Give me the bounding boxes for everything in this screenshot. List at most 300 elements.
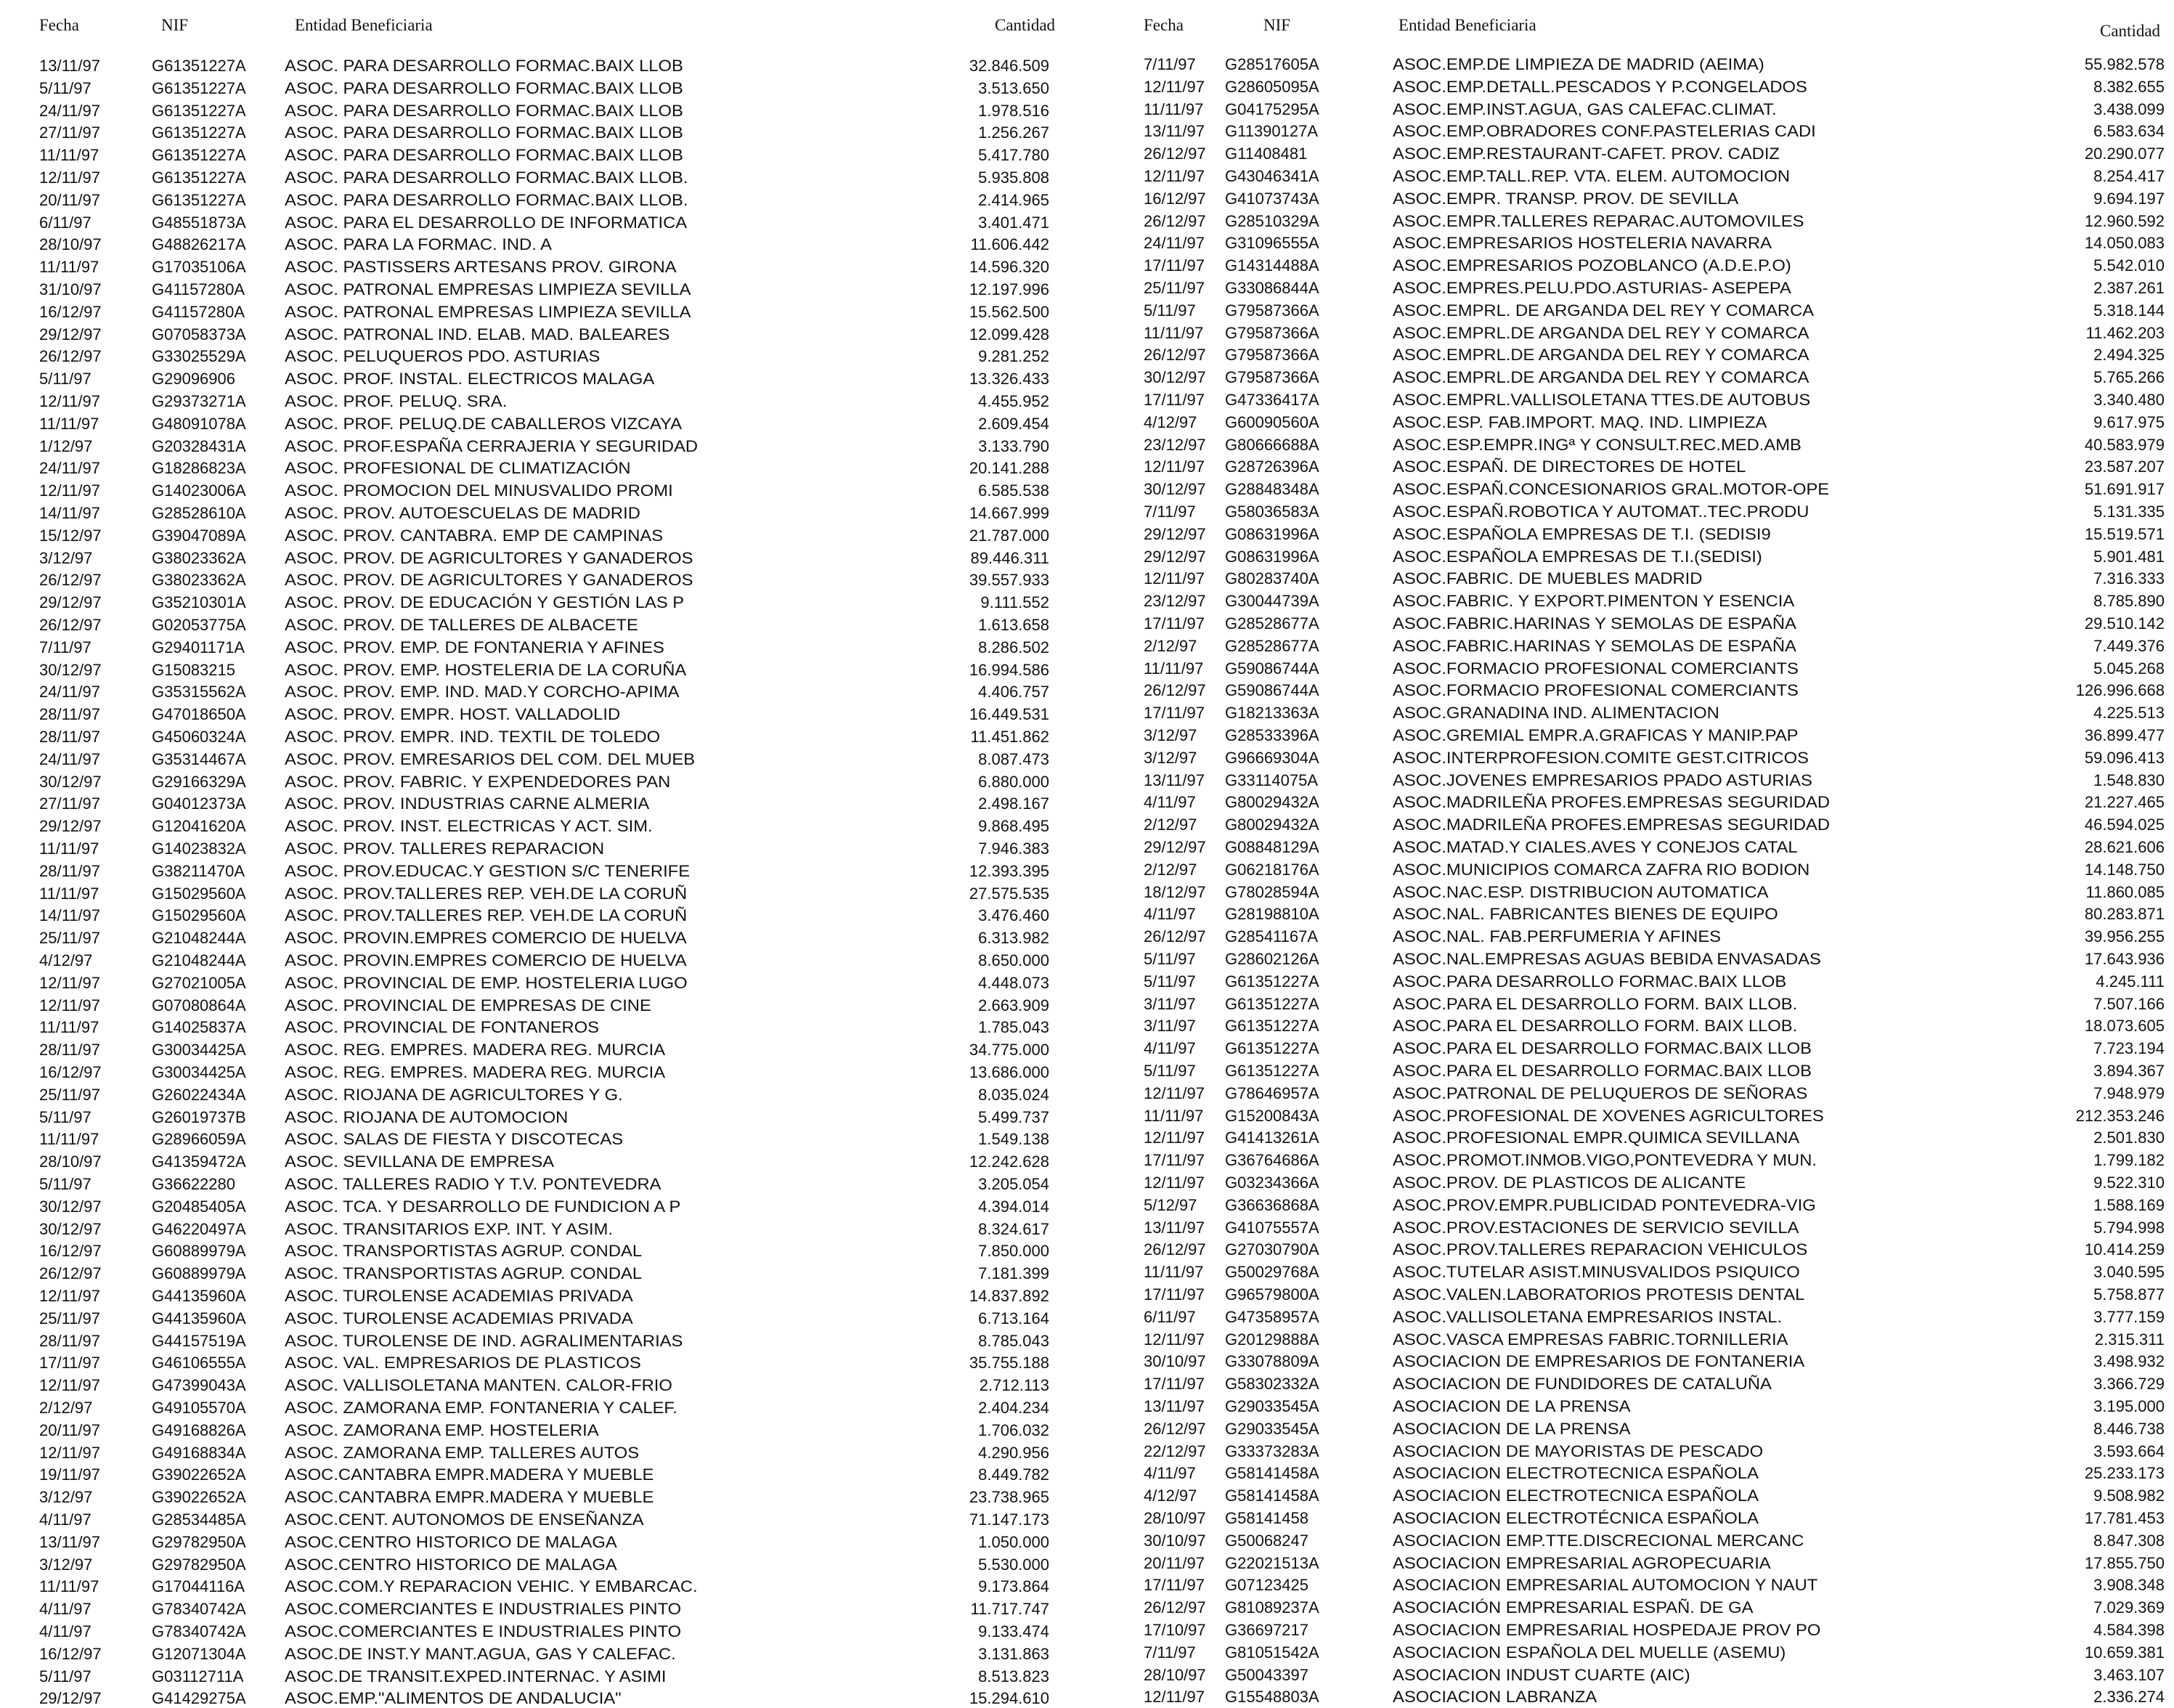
fecha-cell: 12/11/97 — [1144, 1174, 1205, 1192]
entidad-cell: ASOC. PROVIN.EMPRES COMERCIO DE HUELVA — [285, 951, 687, 969]
fecha-cell: 7/11/97 — [1144, 1643, 1196, 1662]
cantidad-cell: 17.781.453 — [2084, 1509, 2165, 1527]
entidad-cell: ASOC.MATAD.Y CIALES.AVES Y CONEJOS CATAL — [1393, 838, 1798, 856]
cantidad-cell: 7.850.000 — [978, 1242, 1049, 1261]
nif-cell: G61351227A — [152, 168, 246, 187]
cantidad-cell: 20.141.288 — [969, 459, 1049, 478]
fecha-cell: 5/11/97 — [39, 78, 91, 97]
fecha-cell: 3/12/97 — [39, 1488, 93, 1507]
entidad-cell: ASOC. TRANSPORTISTAS AGRUP. CONDAL — [285, 1242, 643, 1261]
cantidad-cell: 3.908.348 — [2093, 1576, 2165, 1595]
cantidad-cell: 5.794.998 — [2093, 1218, 2165, 1237]
entidad-cell: ASOC.EMPRL. DE ARGANDA DEL REY Y COMARCA — [1393, 301, 1815, 320]
cantidad-cell: 12.197.996 — [969, 280, 1049, 298]
entidad-cell: ASOCIACION EMPRESARIAL AGROPECUARIA — [1393, 1553, 1771, 1572]
entidad-cell: ASOC. PROV. DE AGRICULTORES Y GANADEROS — [285, 548, 693, 567]
nif-cell: G50068247 — [1225, 1531, 1308, 1550]
fecha-cell: 7/11/97 — [39, 638, 91, 656]
cantidad-cell: 5.131.335 — [2093, 503, 2165, 521]
nif-cell: G14025837A — [152, 1018, 246, 1037]
nif-cell: G28528677A — [1225, 614, 1319, 633]
nif-cell: G41359472A — [152, 1152, 246, 1171]
entidad-cell: ASOC. PARA DESARROLLO FORMAC.BAIX LLOB — [285, 57, 683, 75]
cantidad-cell: 2.315.311 — [2094, 1330, 2165, 1349]
cantidad-cell: 9.868.495 — [978, 817, 1049, 836]
cantidad-cell: 28.621.606 — [2084, 838, 2165, 856]
entidad-cell: ASOC. PELUQUEROS PDO. ASTURIAS — [285, 347, 601, 366]
nif-cell: G58141458A — [1225, 1487, 1319, 1505]
entidad-cell: ASOC. PROV.TALLERES REP. VEH.DE LA CORUÑ — [285, 906, 688, 925]
nif-cell: G28605095A — [1225, 77, 1319, 96]
cantidad-cell: 8.324.617 — [978, 1219, 1049, 1238]
nif-cell: G47399043A — [152, 1376, 246, 1395]
nif-cell: G14314488A — [1225, 256, 1319, 275]
cantidad-cell: 1.799.182 — [2093, 1151, 2165, 1170]
nif-cell: G15200843A — [1225, 1106, 1319, 1125]
entidad-cell: ASOC.VASCA EMPRESAS FABRIC.TORNILLERIA — [1393, 1330, 1788, 1349]
entidad-cell: ASOC. PROF.ESPAÑA CERRAJERIA Y SEGURIDAD — [285, 436, 699, 455]
entidad-cell: ASOC.EMPRESARIOS HOSTELERIA NAVARRA — [1393, 234, 1772, 253]
fecha-cell: 12/11/97 — [39, 481, 101, 500]
cantidad-cell: 23.738.965 — [969, 1488, 1049, 1507]
cantidad-cell: 2.609.454 — [978, 414, 1049, 433]
nif-cell: G29033545A — [1225, 1419, 1319, 1438]
cantidad-cell: 39.956.255 — [2084, 927, 2165, 946]
entidad-cell: ASOC.MADRILEÑA PROFES.EMPRESAS SEGURIDAD — [1393, 816, 1831, 834]
nif-cell: G29401171A — [152, 638, 245, 656]
entidad-cell: ASOC. PROF. PELUQ. SRA. — [285, 392, 508, 410]
nif-cell: G30034425A — [152, 1041, 246, 1060]
fecha-cell: 11/11/97 — [1144, 1106, 1204, 1125]
entidad-cell: ASOC.ESPAÑ.ROBOTICA Y AUTOMAT..TEC.PRODU — [1393, 503, 1809, 521]
cantidad-cell: 17.643.936 — [2084, 950, 2165, 968]
nif-cell: G03112711A — [152, 1667, 244, 1685]
nif-cell: G46106555A — [152, 1354, 246, 1372]
cantidad-cell: 8.513.823 — [978, 1667, 1049, 1685]
fecha-cell: 30/10/97 — [1144, 1352, 1206, 1371]
cantidad-cell: 4.394.014 — [978, 1197, 1049, 1216]
fecha-cell: 26/12/97 — [1144, 1598, 1206, 1617]
nif-cell: G35210301A — [152, 593, 246, 612]
cantidad-cell: 9.508.982 — [2093, 1487, 2165, 1505]
entidad-cell: ASOC.PARA EL DESARROLLO FORMAC.BAIX LLOB — [1393, 1039, 1812, 1058]
nif-cell: G28966059A — [152, 1130, 246, 1149]
cantidad-cell: 1.549.138 — [978, 1130, 1049, 1149]
cantidad-cell: 1.785.043 — [978, 1018, 1049, 1037]
entidad-cell: ASOC. PROV. EMP. HOSTELERIA DE LA CORUÑA — [285, 660, 687, 679]
fecha-cell: 11/11/97 — [1144, 323, 1204, 342]
cantidad-cell: 2.663.909 — [978, 996, 1049, 1014]
nif-cell: G15029560A — [152, 906, 246, 925]
cantidad-cell: 8.254.417 — [2093, 167, 2165, 185]
entidad-cell: ASOCIACION ELECTROTECNICA ESPAÑOLA — [1393, 1487, 1759, 1505]
nif-cell: G29033545A — [1225, 1397, 1319, 1415]
fecha-cell: 28/10/97 — [1144, 1665, 1206, 1684]
entidad-cell: ASOC.MUNICIPIOS COMARCA ZAFRA RIO BODION — [1393, 860, 1810, 879]
fecha-cell: 7/11/97 — [1144, 503, 1196, 521]
cantidad-cell: 36.899.477 — [2084, 726, 2165, 744]
nif-cell: G35315562A — [152, 683, 246, 702]
fecha-cell: 6/11/97 — [1144, 1307, 1196, 1326]
nif-cell: G11408481 — [1225, 145, 1308, 163]
nif-cell: G41157280A — [152, 280, 245, 298]
cantidad-cell: 46.594.025 — [2084, 816, 2165, 834]
entidad-cell: ASOC. PROV. DE EDUCACIÓN Y GESTIÓN LAS P — [285, 593, 685, 612]
cantidad-cell: 2.712.113 — [979, 1376, 1049, 1395]
fecha-cell: 11/11/97 — [39, 146, 99, 165]
fecha-cell: 26/12/97 — [1144, 927, 1206, 946]
entidad-cell: ASOC. PROVINCIAL DE FONTANEROS — [285, 1018, 600, 1037]
fecha-cell: 3/11/97 — [1144, 994, 1196, 1013]
cantidad-cell: 11.462.203 — [2085, 323, 2165, 342]
cantidad-cell: 8.650.000 — [978, 951, 1049, 969]
cantidad-cell: 11.860.085 — [2085, 882, 2165, 901]
fecha-cell: 17/11/97 — [1144, 1151, 1205, 1170]
entidad-cell: ASOC. PROFESIONAL DE CLIMATIZACIÓN — [285, 459, 631, 478]
cantidad-cell: 2.404.234 — [978, 1399, 1049, 1417]
cantidad-cell: 6.880.000 — [978, 772, 1049, 791]
entidad-cell: ASOC.EMPRL.DE ARGANDA DEL REY Y COMARCA — [1393, 346, 1809, 365]
nif-cell: G61351227A — [152, 101, 246, 120]
entidad-cell: ASOC. VALLISOLETANA MANTEN. CALOR-FRIO — [285, 1376, 672, 1395]
nif-cell: G96579800A — [1225, 1285, 1319, 1304]
nif-cell: G33025529A — [152, 347, 246, 366]
fecha-cell: 3/12/97 — [1144, 748, 1197, 767]
nif-cell: G33078809A — [1225, 1352, 1319, 1371]
entidad-cell: ASOC. TALLERES RADIO Y T.V. PONTEVEDRA — [285, 1175, 661, 1193]
fecha-cell: 17/11/97 — [1144, 1285, 1205, 1304]
entidad-cell: ASOC. PARA DESARROLLO FORMAC.BAIX LLOB. — [285, 168, 688, 187]
entidad-cell: ASOC. PARA DESARROLLO FORMAC.BAIX LLOB. — [285, 190, 688, 209]
nif-cell: G33373283A — [1225, 1441, 1319, 1460]
nif-cell: G61351227A — [152, 146, 246, 165]
entidad-cell: ASOC.PROV. DE PLASTICOS DE ALICANTE — [1393, 1174, 1746, 1192]
cantidad-cell: 40.583.979 — [2084, 435, 2165, 454]
fecha-cell: 14/11/97 — [39, 906, 101, 925]
nif-cell: G36697217 — [1225, 1621, 1308, 1639]
entidad-cell: ASOC. PARA DESARROLLO FORMAC.BAIX LLOB — [285, 78, 683, 97]
nif-cell: G61351227A — [1225, 1039, 1319, 1058]
nif-cell: G58302332A — [1225, 1375, 1319, 1394]
cantidad-cell: 6.313.982 — [978, 929, 1049, 948]
nif-cell: G15083215 — [152, 660, 235, 679]
fecha-cell: 29/12/97 — [1144, 547, 1206, 566]
fecha-cell: 5/11/97 — [39, 1175, 91, 1193]
cantidad-cell: 12.242.628 — [969, 1152, 1049, 1171]
entidad-cell: ASOC.NAL.EMPRESAS AGUAS BEBIDA ENVASADAS — [1393, 950, 1821, 968]
nif-cell: G08631996A — [1225, 547, 1319, 566]
entidad-cell: ASOC.TUTELAR ASIST.MINUSVALIDOS PSIQUICO — [1393, 1263, 1800, 1282]
fecha-cell: 17/11/97 — [1144, 1576, 1205, 1595]
nif-cell: G41075557A — [1225, 1218, 1319, 1237]
nif-cell: G38211470A — [152, 861, 245, 880]
entidad-cell: ASOC. ZAMORANA EMP. TALLERES AUTOS — [285, 1443, 640, 1462]
fecha-cell: 17/10/97 — [1144, 1621, 1206, 1639]
entidad-cell: ASOC.JOVENES EMPRESARIOS PPADO ASTURIAS — [1393, 770, 1812, 789]
nif-cell: G29373271A — [152, 392, 246, 410]
fecha-cell: 17/11/97 — [1144, 614, 1205, 633]
fecha-cell: 11/11/97 — [1144, 1263, 1204, 1282]
nif-cell: G27030790A — [1225, 1240, 1319, 1259]
entidad-cell: ASOC.PROV.ESTACIONES DE SERVICIO SEVILLA — [1393, 1218, 1799, 1237]
fecha-cell: 4/12/97 — [39, 951, 93, 969]
nif-cell: G29782950A — [152, 1555, 246, 1574]
nif-cell: G39022652A — [152, 1488, 246, 1507]
cantidad-cell: 3.340.480 — [2093, 391, 2165, 409]
fecha-cell: 5/11/97 — [39, 1107, 91, 1126]
cantidad-cell: 12.960.592 — [2084, 211, 2165, 230]
entidad-cell: ASOC. ZAMORANA EMP. FONTANERIA Y CALEF. — [285, 1399, 677, 1417]
nif-cell: G36764686A — [1225, 1151, 1319, 1170]
nif-cell: G36622280 — [152, 1175, 235, 1193]
cantidad-cell: 7.029.369 — [2093, 1598, 2165, 1617]
nif-cell: G80283740A — [1225, 569, 1319, 588]
entidad-cell: ASOC. PARA EL DESARROLLO DE INFORMATICA — [285, 213, 688, 232]
nif-cell: G80666688A — [1225, 435, 1319, 454]
entidad-cell: ASOC.NAL. FABRICANTES BIENES DE EQUIPO — [1393, 905, 1778, 924]
nif-cell: G38023362A — [152, 548, 246, 567]
nif-cell: G07123425 — [1225, 1576, 1308, 1595]
nif-cell: G39047089A — [152, 526, 246, 545]
fecha-cell: 31/10/97 — [39, 280, 102, 298]
nif-cell: G21048244A — [152, 929, 246, 948]
entidad-cell: ASOC.PROV.EMPR.PUBLICIDAD PONTEVEDRA-VIG — [1393, 1195, 1816, 1214]
cantidad-cell: 4.290.956 — [978, 1443, 1049, 1462]
fecha-cell: 17/11/97 — [39, 1354, 101, 1372]
fecha-cell: 24/11/97 — [39, 459, 101, 478]
entidad-cell: ASOC.ESP. FAB.IMPORT. MAQ. IND. LIMPIEZA — [1393, 412, 1767, 431]
cantidad-cell: 5.935.808 — [978, 168, 1049, 187]
cantidad-cell: 13.686.000 — [969, 1063, 1049, 1081]
nif-cell: G12071304A — [152, 1644, 246, 1663]
cantidad-cell: 3.593.664 — [2093, 1441, 2165, 1460]
fecha-cell: 12/11/97 — [39, 392, 101, 410]
cantidad-cell: 12.099.428 — [969, 325, 1049, 343]
fecha-cell: 24/11/97 — [39, 101, 101, 120]
cantidad-cell: 9.133.474 — [978, 1622, 1049, 1640]
entidad-cell: ASOC. PROV.EDUCAC.Y GESTION S/C TENERIFE — [285, 861, 691, 880]
entidad-cell: ASOC.COM.Y REPARACION VEHIC. Y EMBARCAC. — [285, 1577, 698, 1596]
fecha-cell: 17/11/97 — [1144, 1375, 1205, 1394]
nif-cell: G06218176A — [1225, 860, 1319, 879]
fecha-cell: 3/12/97 — [39, 548, 93, 567]
entidad-cell: ASOC.EMP.DE LIMPIEZA DE MADRID (AEIMA) — [1393, 55, 1764, 73]
fecha-cell: 24/11/97 — [1144, 234, 1205, 253]
nif-cell: G28541167A — [1225, 927, 1319, 946]
entidad-cell: ASOC.EMPRL.DE ARGANDA DEL REY Y COMARCA — [1393, 323, 1809, 342]
entidad-cell: ASOC.FORMACIO PROFESIONAL COMERCIANTS — [1393, 681, 1799, 700]
nif-cell: G29166329A — [152, 772, 246, 791]
nif-cell: G78340742A — [152, 1622, 246, 1640]
entidad-cell: ASOC.FABRIC. DE MUEBLES MADRID — [1393, 569, 1703, 588]
nif-cell: G18286823A — [152, 459, 246, 478]
nif-cell: G14023006A — [152, 481, 246, 500]
fecha-cell: 2/12/97 — [1144, 636, 1197, 655]
fecha-cell: 5/12/97 — [1144, 1195, 1197, 1214]
entidad-cell: ASOCIACION EMPRESARIAL HOSPEDAJE PROV PO — [1393, 1621, 1821, 1639]
fecha-cell: 1/12/97 — [39, 436, 93, 455]
fecha-cell: 25/11/97 — [39, 929, 101, 948]
nif-cell: G08631996A — [1225, 524, 1319, 543]
fecha-cell: 28/11/97 — [39, 1041, 101, 1060]
cantidad-cell: 2.501.830 — [2093, 1128, 2165, 1147]
fecha-cell: 12/11/97 — [39, 1376, 101, 1395]
nif-cell: G28528677A — [1225, 636, 1319, 655]
fecha-cell: 4/11/97 — [39, 1600, 91, 1619]
entidad-cell: ASOC. REG. EMPRES. MADERA REG. MURCIA — [285, 1041, 666, 1060]
nif-cell: G61351227A — [152, 123, 246, 142]
header-entidad: Entidad Beneficiaria — [295, 16, 433, 34]
cantidad-cell: 1.706.032 — [978, 1420, 1049, 1439]
entidad-cell: ASOC. PROF. INSTAL. ELECTRICOS MALAGA — [285, 370, 655, 389]
fecha-cell: 3/12/97 — [1144, 726, 1197, 744]
cantidad-cell: 35.755.188 — [969, 1354, 1049, 1372]
nif-cell: G78340742A — [152, 1600, 246, 1619]
nif-cell: G43046341A — [1225, 167, 1319, 185]
entidad-cell: ASOC.ESP.EMPR.INGª Y CONSULT.REC.MED.AMB — [1393, 435, 1802, 454]
fecha-cell: 12/11/97 — [1144, 167, 1205, 185]
fecha-cell: 29/12/97 — [39, 817, 102, 836]
nif-cell: G41413261A — [1225, 1128, 1319, 1147]
entidad-cell: ASOCIACIÓN EMPRESARIAL ESPAÑ. DE GA — [1393, 1598, 1754, 1617]
nif-cell: G33114075A — [1225, 770, 1319, 789]
entidad-cell: ASOC. PROV. INST. ELECTRICAS Y ACT. SIM. — [285, 817, 653, 836]
cantidad-cell: 9.281.252 — [978, 347, 1049, 366]
entidad-cell: ASOC.CANTABRA EMPR.MADERA Y MUEBLE — [285, 1465, 654, 1484]
cantidad-cell: 10.414.259 — [2084, 1240, 2165, 1259]
nif-cell: G33086844A — [1225, 279, 1319, 297]
cantidad-cell: 11.606.442 — [970, 235, 1049, 254]
cantidad-cell: 21.787.000 — [969, 526, 1049, 545]
cantidad-cell: 3.133.790 — [978, 436, 1049, 455]
cantidad-cell: 16.449.531 — [969, 705, 1049, 724]
entidad-cell: ASOC.PARA EL DESARROLLO FORM. BAIX LLOB. — [1393, 1017, 1798, 1036]
cantidad-cell: 8.449.782 — [978, 1465, 1049, 1484]
entidad-cell: ASOC.EMPR.TALLERES REPARAC.AUTOMOVILES — [1393, 211, 1804, 230]
entidad-cell: ASOC. TUROLENSE ACADEMIAS PRIVADA — [285, 1309, 633, 1327]
entidad-cell: ASOCIACION DE LA PRENSA — [1393, 1419, 1631, 1438]
cantidad-cell: 11.451.862 — [970, 728, 1049, 746]
entidad-cell: ASOC. PROVINCIAL DE EMP. HOSTELERIA LUGO — [285, 973, 688, 992]
cantidad-cell: 2.498.167 — [978, 794, 1049, 813]
fecha-cell: 4/11/97 — [39, 1510, 91, 1529]
entidad-cell: ASOCIACION ELECTROTÉCNICA ESPAÑOLA — [1393, 1509, 1759, 1527]
fecha-cell: 16/12/97 — [39, 1644, 102, 1663]
nif-cell: G47358957A — [1225, 1307, 1319, 1326]
nif-cell: G58141458 — [1225, 1509, 1308, 1527]
cantidad-cell: 1.613.658 — [978, 616, 1049, 634]
entidad-cell: ASOC.FORMACIO PROFESIONAL COMERCIANTS — [1393, 659, 1799, 678]
entidad-cell: ASOC.EMPRL.DE ARGANDA DEL REY Y COMARCA — [1393, 368, 1809, 387]
entidad-cell: ASOC. PROV. EMP. IND. MAD.Y CORCHO-APIMA — [285, 683, 680, 702]
cantidad-cell: 1.978.516 — [978, 101, 1049, 120]
fecha-cell: 11/11/97 — [39, 1018, 99, 1037]
fecha-cell: 22/12/97 — [1144, 1441, 1206, 1460]
nif-cell: G41157280A — [152, 302, 245, 321]
entidad-cell: ASOC.EMP.DETALL.PESCADOS Y P.CONGELADOS — [1393, 77, 1807, 96]
entidad-cell: ASOC. VAL. EMPRESARIOS DE PLASTICOS — [285, 1354, 641, 1372]
entidad-cell: ASOC. PATRONAL EMPRESAS LIMPIEZA SEVILLA — [285, 280, 691, 298]
nif-cell: G28198810A — [1225, 905, 1319, 924]
nif-cell: G58036583A — [1225, 503, 1319, 521]
entidad-cell: ASOC.CENTRO HISTORICO DE MALAGA — [285, 1555, 617, 1574]
nif-cell: G79587366A — [1225, 346, 1319, 365]
entidad-cell: ASOC.EMP."ALIMENTOS DE ANDALUCIA" — [285, 1689, 622, 1708]
fecha-cell: 28/11/97 — [39, 861, 101, 880]
nif-cell: G49168834A — [152, 1443, 246, 1462]
entidad-cell: ASOC. RIOJANA DE AGRICULTORES Y G. — [285, 1085, 623, 1104]
cantidad-cell: 2.494.325 — [2093, 346, 2165, 365]
fecha-cell: 16/12/97 — [39, 302, 102, 321]
nif-cell: G61351227A — [152, 190, 246, 209]
cantidad-cell: 51.691.917 — [2084, 480, 2165, 499]
nif-cell: G38023362A — [152, 571, 246, 590]
nif-cell: G41429275A — [152, 1689, 246, 1708]
entidad-cell: ASOC.CANTABRA EMPR.MADERA Y MUEBLE — [285, 1488, 654, 1507]
entidad-cell: ASOCIACION DE EMPRESARIOS DE FONTANERIA — [1393, 1352, 1805, 1371]
cantidad-cell: 71.147.173 — [969, 1510, 1049, 1529]
entidad-cell: ASOC.GRANADINA IND. ALIMENTACION — [1393, 704, 1719, 723]
fecha-cell: 23/12/97 — [1144, 592, 1206, 611]
header-cantidad: Cantidad — [2100, 22, 2161, 40]
entidad-cell: ASOC.PARA EL DESARROLLO FORMAC.BAIX LLOB — [1393, 1062, 1812, 1080]
entidad-cell: ASOCIACION EMPRESARIAL AUTOMOCION Y NAUT — [1393, 1576, 1818, 1595]
entidad-cell: ASOC. PARA DESARROLLO FORMAC.BAIX LLOB — [285, 123, 683, 142]
nif-cell: G44157519A — [152, 1331, 246, 1350]
entidad-cell: ASOC.EMPRL.VALLISOLETANA TTES.DE AUTOBUS — [1393, 391, 1811, 409]
nif-cell: G17035106A — [152, 258, 246, 277]
fecha-cell: 4/11/97 — [1144, 1464, 1196, 1483]
nif-cell: G29096906 — [152, 370, 235, 389]
fecha-cell: 13/11/97 — [1144, 770, 1205, 789]
entidad-cell: ASOC. TUROLENSE DE IND. AGRALIMENTARIAS — [285, 1331, 683, 1350]
fecha-cell: 26/12/97 — [1144, 1240, 1206, 1259]
cantidad-cell: 6.585.538 — [978, 481, 1049, 500]
entidad-cell: ASOC. PROV. TALLERES REPARACION — [285, 839, 605, 858]
nif-cell: G59086744A — [1225, 659, 1319, 678]
fecha-cell: 28/10/97 — [39, 1152, 102, 1171]
fecha-cell: 29/12/97 — [1144, 838, 1206, 856]
fecha-cell: 28/10/97 — [1144, 1509, 1206, 1527]
fecha-cell: 24/11/97 — [39, 683, 101, 702]
fecha-cell: 11/11/97 — [39, 414, 99, 433]
entidad-cell: ASOC.EMP.RESTAURANT-CAFET. PROV. CADIZ — [1393, 145, 1780, 163]
nif-cell: G39022652A — [152, 1465, 246, 1484]
fecha-cell: 12/11/97 — [1144, 1083, 1205, 1102]
entidad-cell: ASOC.FABRIC. Y EXPORT.PIMENTON Y ESENCIA — [1393, 592, 1795, 611]
nif-cell: G28534485A — [152, 1510, 246, 1529]
entidad-cell: ASOC. PROV.TALLERES REP. VEH.DE LA CORUÑ — [285, 884, 688, 903]
nif-cell: G18213363A — [1225, 704, 1319, 723]
nif-cell: G07080864A — [152, 996, 246, 1014]
header-cantidad: Cantidad — [995, 16, 1056, 34]
nif-cell: G58141458A — [1225, 1464, 1319, 1483]
fecha-cell: 27/11/97 — [39, 123, 101, 142]
fecha-cell: 12/11/97 — [39, 168, 101, 187]
cantidad-cell: 212.353.246 — [2075, 1106, 2165, 1125]
cantidad-cell: 12.393.395 — [969, 861, 1049, 880]
fecha-cell: 5/11/97 — [1144, 950, 1196, 968]
entidad-cell: ASOC. PROVIN.EMPRES COMERCIO DE HUELVA — [285, 929, 687, 948]
fecha-cell: 30/12/97 — [39, 1197, 102, 1216]
cantidad-cell: 16.994.586 — [969, 660, 1049, 679]
fecha-cell: 14/11/97 — [39, 504, 101, 522]
nif-cell: G61351227A — [1225, 1017, 1319, 1036]
fecha-cell: 11/11/97 — [39, 839, 99, 858]
cantidad-cell: 27.575.535 — [969, 884, 1049, 903]
fecha-cell: 26/12/97 — [39, 616, 102, 634]
entidad-cell: ASOC.EMPR. TRANSP. PROV. DE SEVILLA — [1393, 189, 1739, 208]
